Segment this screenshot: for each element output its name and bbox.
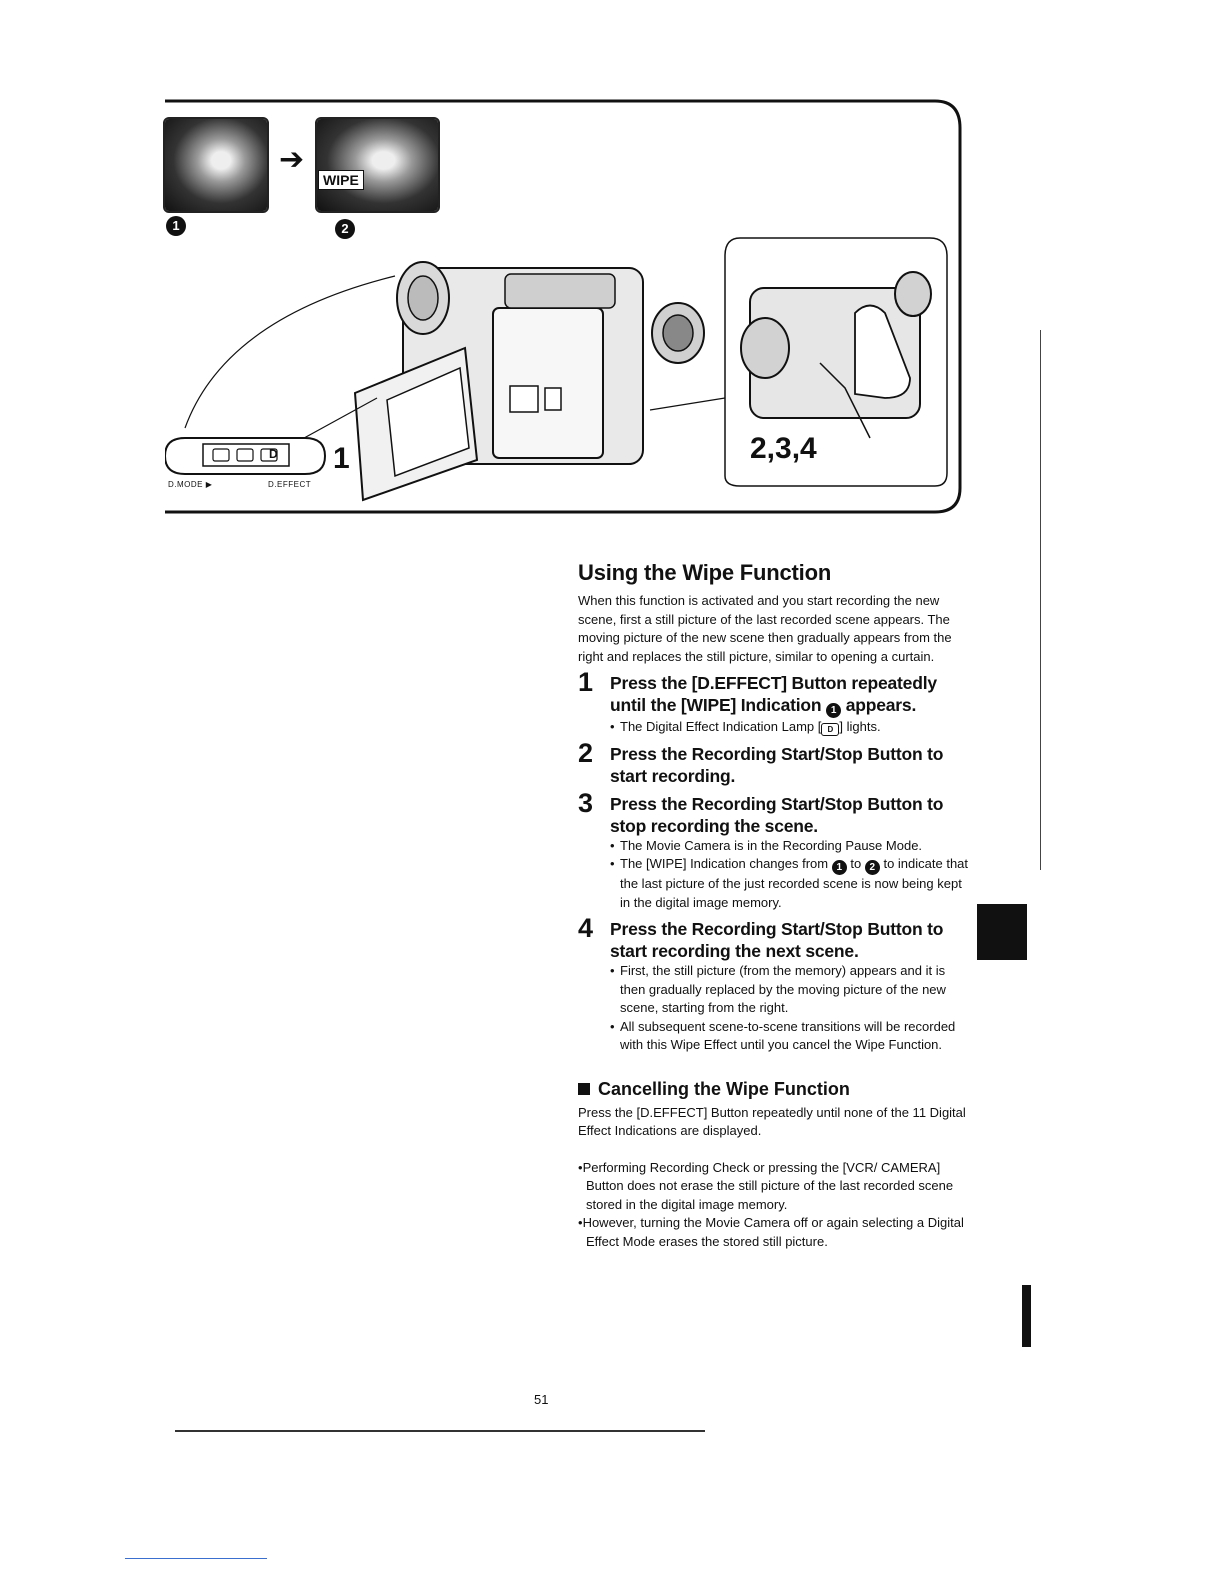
still-picture-thumbnail bbox=[163, 117, 269, 213]
figure-step-label-1: 1 bbox=[333, 442, 350, 475]
step-heading bbox=[610, 672, 968, 718]
step-heading-text: Press the [D.EFFECT] Button repeatedly until the [WIPE] Indication bbox=[610, 673, 937, 715]
cancel-text: Press the [D.EFFECT] Button repeatedly until none of the 11 Digital Effect Indications are displayed. bbox=[578, 1104, 966, 1138]
marker-circle-2: 2 bbox=[335, 219, 355, 239]
figure-step-label-2-3-4: 2,3,4 bbox=[750, 432, 817, 465]
bullet: • bbox=[610, 719, 615, 734]
bottom-rule bbox=[175, 1430, 705, 1432]
bullet: • bbox=[610, 837, 615, 853]
cancel-section-title bbox=[578, 1079, 968, 1100]
scan-edge-line bbox=[1040, 330, 1041, 870]
footer-line bbox=[125, 1558, 267, 1559]
general-note bbox=[578, 1159, 968, 1215]
scene-image bbox=[165, 119, 267, 211]
marker-circle-1: 1 bbox=[166, 216, 186, 236]
page-number: 51 bbox=[534, 1392, 549, 1407]
note-text: However, turning the Movie Camera off or again selecting a Digital Effect Mode erases the stored still picture. bbox=[582, 1215, 964, 1249]
cancel-title-text: Cancelling the Wipe Function bbox=[598, 1078, 850, 1099]
step-note bbox=[610, 1018, 968, 1055]
digital-effect-lamp-icon: D bbox=[821, 723, 839, 736]
arrow-right-icon: ➔ bbox=[279, 143, 305, 176]
note-text: First, the still picture (from the memory) appears and it is then gradually replaced by the moving picture of the new scene, starting from the right. bbox=[620, 963, 946, 1015]
note-text: The [WIPE] Indication changes from bbox=[620, 856, 829, 871]
bullet: • bbox=[610, 1018, 615, 1034]
wipe-picture-thumbnail bbox=[315, 117, 440, 213]
mode-dial-panel bbox=[165, 438, 325, 474]
edge-mark bbox=[1022, 1285, 1031, 1347]
step-number: 4 bbox=[578, 913, 594, 943]
note-text-end: to indicate that the last picture of the just recorded scene is now being kept in the digital image memory. bbox=[620, 856, 969, 910]
section-intro: When this function is activated and you start recording the new scene, first a still picture of the last recorded scene appears. The moving picture of the new scene then gradually appears from the right and replaces the still picture, similar to opening a curtain. bbox=[578, 593, 952, 664]
bullet: • bbox=[610, 856, 615, 871]
note-text: The Movie Camera is in the Recording Pause Mode. bbox=[620, 837, 923, 853]
step-heading: Press the Recording Start/Stop Button to start recording the next scene. bbox=[610, 919, 944, 961]
step-heading-text-end: appears. bbox=[845, 695, 917, 715]
section-title: Using the Wipe Function bbox=[578, 560, 832, 585]
note-text-end: ] lights. bbox=[839, 719, 881, 734]
marker-circle-1: 1 bbox=[826, 703, 841, 718]
bullet: • bbox=[578, 1215, 583, 1230]
step-4 bbox=[578, 913, 968, 1055]
marker-circle-1: 1 bbox=[832, 860, 847, 875]
step-3 bbox=[578, 787, 969, 913]
general-notes bbox=[578, 1159, 968, 1252]
instructions-column bbox=[578, 560, 968, 1251]
dmode-label: D.MODE ▶ bbox=[168, 480, 213, 489]
step-heading: Press the Recording Start/Stop Button to start recording. bbox=[610, 743, 944, 786]
scene-image bbox=[317, 119, 438, 211]
bullet: • bbox=[610, 963, 615, 978]
note-text: Performing Recording Check or pressing the [VCR/ CAMERA] Button does not erase the still picture of the last recorded scene stored in the digital image memory. bbox=[582, 1159, 954, 1212]
deffect-label: D.EFFECT bbox=[268, 480, 312, 489]
step-note bbox=[610, 962, 968, 1018]
step-note bbox=[610, 837, 968, 856]
wipe-indication-label: WIPE bbox=[318, 170, 364, 190]
panel-key-icon: D bbox=[269, 447, 278, 461]
marker-circle-2: 2 bbox=[865, 860, 880, 875]
bullet: • bbox=[578, 1159, 583, 1175]
step-note bbox=[610, 855, 968, 912]
step-number: 2 bbox=[578, 737, 594, 768]
chapter-thumb-tab bbox=[977, 904, 1027, 960]
square-bullet-icon bbox=[578, 1083, 590, 1095]
step-heading: Press the Recording Start/Stop Button to stop recording the scene. bbox=[610, 793, 944, 836]
general-note bbox=[578, 1214, 968, 1251]
step-number: 1 bbox=[578, 667, 594, 697]
step-number: 3 bbox=[578, 787, 594, 818]
note-text-mid: to bbox=[850, 856, 862, 871]
step-2 bbox=[578, 737, 968, 787]
step-1 bbox=[578, 667, 968, 737]
step-note bbox=[610, 718, 968, 737]
note-text: The Digital Effect Indication Lamp [ bbox=[620, 719, 822, 734]
note-text: All subsequent scene-to-scene transitions will be recorded with this Wipe Effect until you cancel the Wipe Function. bbox=[620, 1018, 956, 1052]
